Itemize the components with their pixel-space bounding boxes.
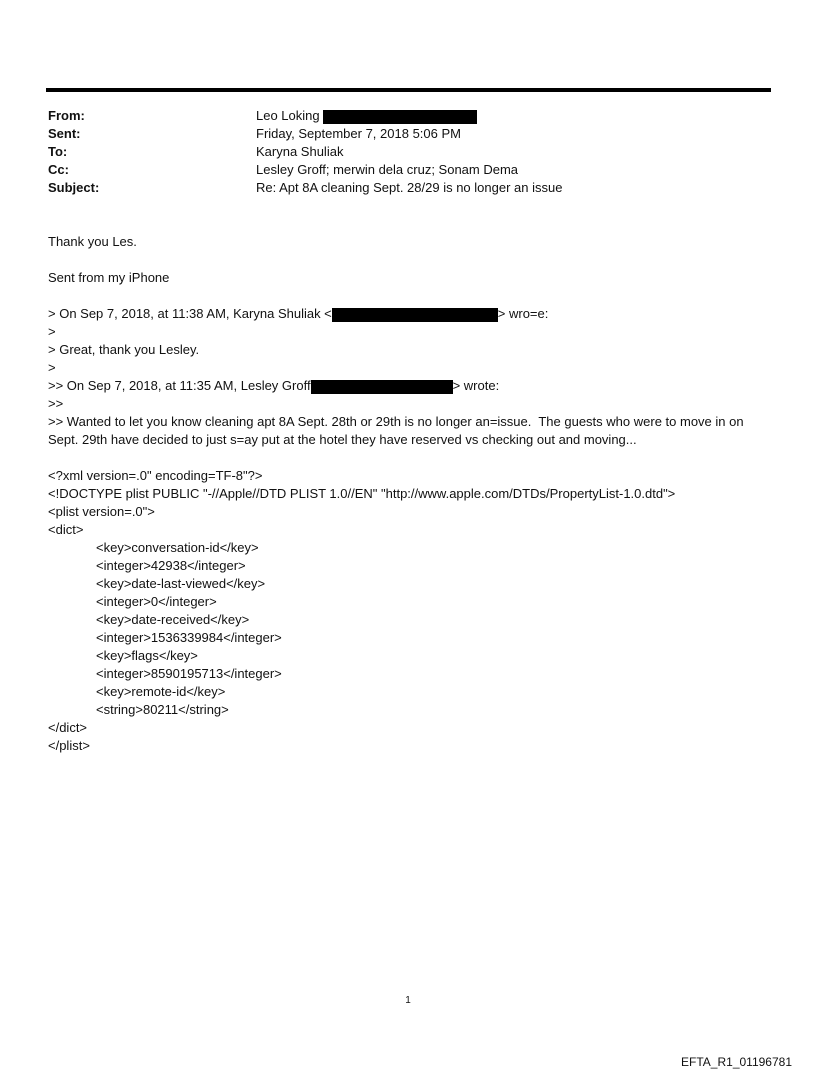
xml-entry: <key>remote-id</key> xyxy=(96,684,226,699)
from-name: Leo Loking xyxy=(256,108,320,123)
xml-entry: <integer>8590195713</integer> xyxy=(96,666,282,681)
xml-declaration: <?xml version=.0" encoding=TF-8"?> xyxy=(48,468,263,483)
sent-row xyxy=(48,125,768,143)
xml-entry: <key>date-last-viewed</key> xyxy=(96,576,266,591)
to-row xyxy=(48,143,768,161)
quote-message: >> Wanted to let you know cleaning apt 8A Sept. 28th or 29th is no longer an=issue. The guests who were to move in on Sept. 29th have decided to just s=ay put at the hotel they have reserved vs checking out and moving... xyxy=(48,414,748,447)
quote-text: > wro=e: xyxy=(497,306,549,321)
quote-line: > xyxy=(48,360,56,375)
xml-entry: <integer>0</integer> xyxy=(96,594,217,609)
quote-text: > On Sep 7, 2018, at 11:38 AM, Karyna Shuliak < xyxy=(48,306,332,321)
quote-line: >> xyxy=(48,396,64,411)
quote-line: > xyxy=(48,324,56,339)
from-value xyxy=(256,107,477,125)
subject-row xyxy=(48,179,768,197)
to-label: To: xyxy=(48,144,68,159)
quote-header-lesley xyxy=(48,377,773,395)
from-label: From: xyxy=(48,108,85,123)
email-header xyxy=(48,107,768,197)
cc-label: Cc: xyxy=(48,162,69,177)
xml-dict-open: <dict> xyxy=(48,522,84,537)
document-id: EFTA_R1_01196781 xyxy=(681,1055,792,1069)
quote-text: >> On Sep 7, 2018, at 11:35 AM, Lesley Groff xyxy=(48,378,311,393)
sent-value: Friday, September 7, 2018 5:06 PM xyxy=(256,126,461,141)
to-value: Karyna Shuliak xyxy=(256,144,344,159)
xml-entry: <key>conversation-id</key> xyxy=(96,540,259,555)
redaction-box xyxy=(323,110,477,124)
subject-label: Subject: xyxy=(48,180,100,195)
xml-entry: <integer>1536339984</integer> xyxy=(96,630,282,645)
xml-entry: <key>flags</key> xyxy=(96,648,198,663)
signature-line: Sent from my iPhone xyxy=(48,270,170,285)
page-number: 1 xyxy=(405,995,411,1006)
greeting-line: Thank you Les. xyxy=(48,234,137,249)
from-row xyxy=(48,107,768,125)
cc-row xyxy=(48,161,768,179)
xml-entry: <string>80211</string> xyxy=(96,702,229,717)
xml-entry: <integer>42938</integer> xyxy=(96,558,246,573)
subject-value: Re: Apt 8A cleaning Sept. 28/29 is no longer an issue xyxy=(256,180,563,195)
xml-plist-open: <plist version=.0"> xyxy=(48,504,155,519)
quote-text: > wrote: xyxy=(452,378,500,393)
redaction-box xyxy=(332,308,498,322)
sent-label: Sent: xyxy=(48,126,81,141)
cc-value: Lesley Groff; merwin dela cruz; Sonam Dema xyxy=(256,162,519,177)
redaction-box xyxy=(311,380,453,394)
xml-entry: <key>date-received</key> xyxy=(96,612,250,627)
xml-dict-close: </dict> xyxy=(48,720,88,735)
xml-plist-close: </plist> xyxy=(48,738,90,753)
header-rule xyxy=(46,88,771,92)
quote-line: > Great, thank you Lesley. xyxy=(48,342,200,357)
email-body xyxy=(48,233,773,755)
xml-doctype: <!DOCTYPE plist PUBLIC "-//Apple//DTD PLIST 1.0//EN" "http://www.apple.com/DTDs/PropertyList-1.0.dtd"> xyxy=(48,486,676,501)
quote-header-karyna xyxy=(48,305,773,323)
